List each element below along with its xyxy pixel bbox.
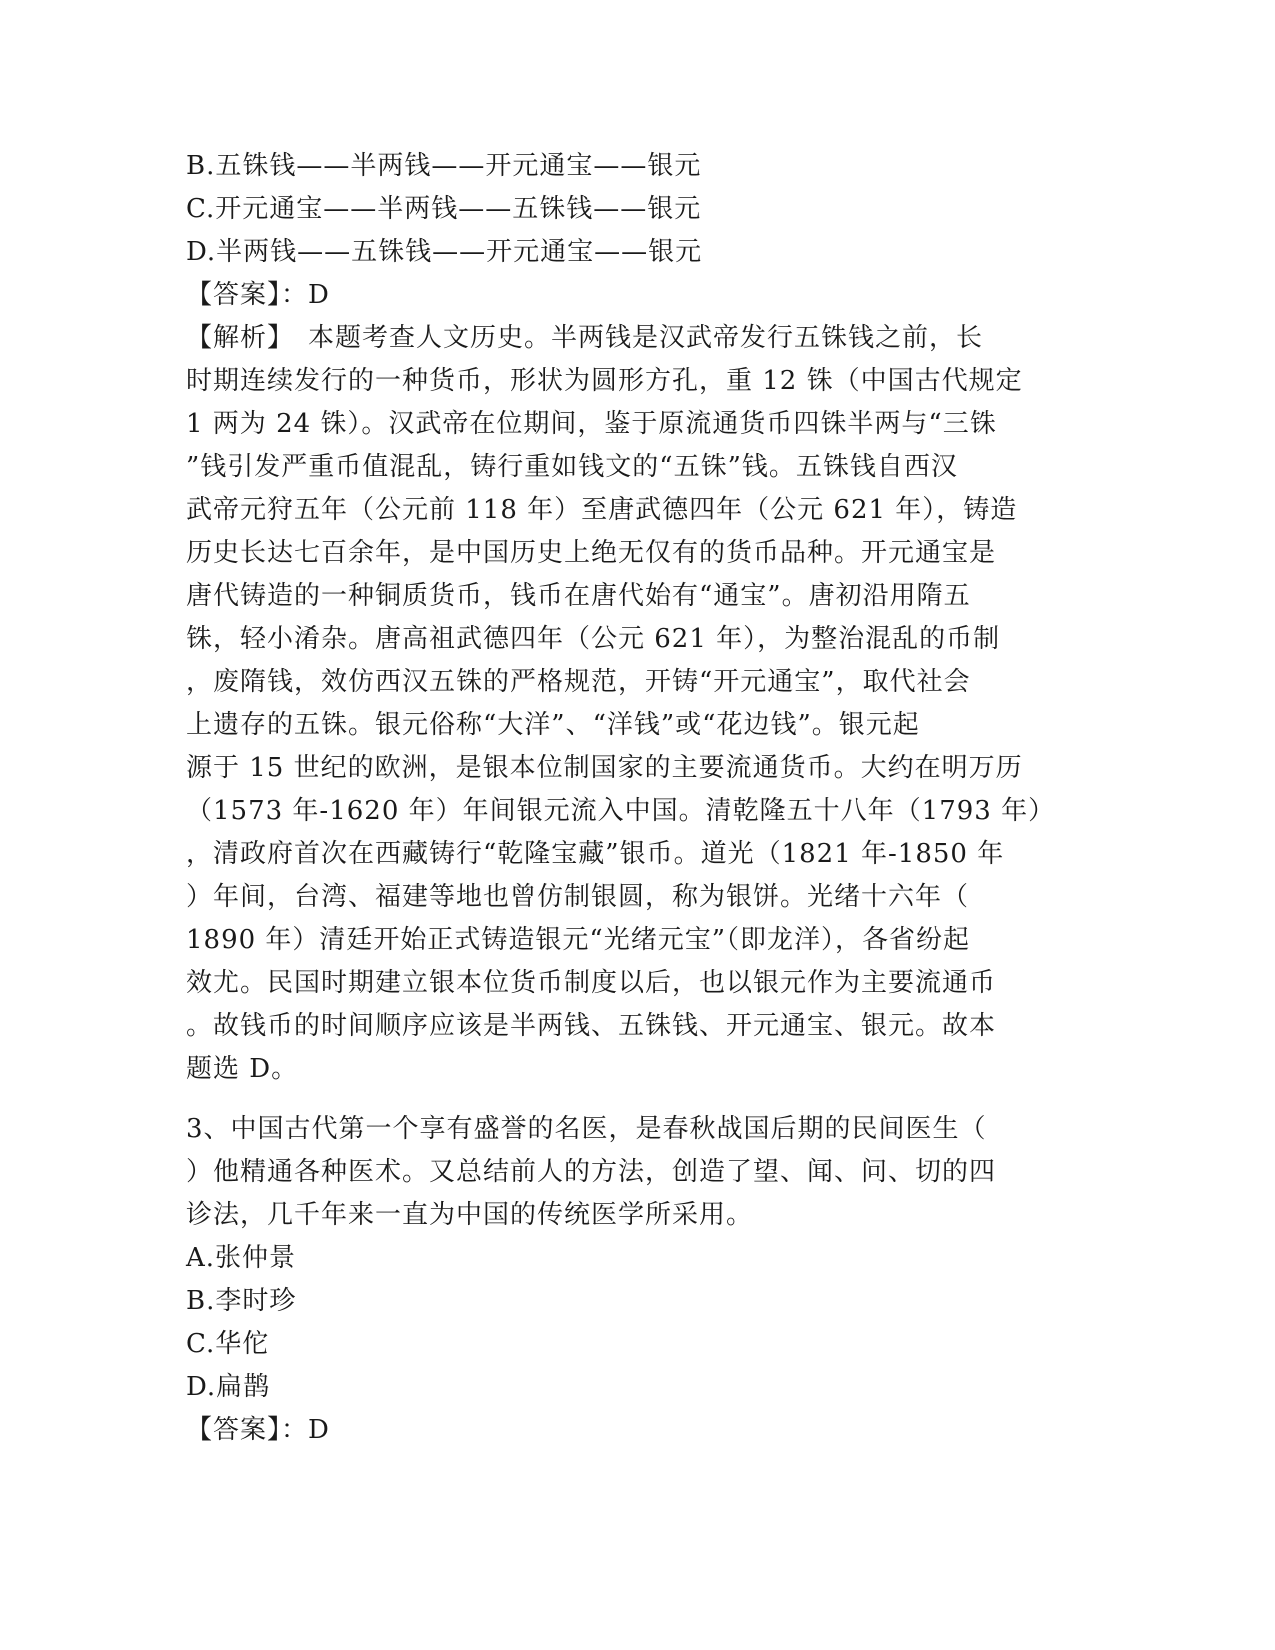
explanation-line: ，废隋钱，效仿西汉五铢的严格规范，开铸“开元通宝”，取代社会 [186, 667, 971, 697]
question-3-options [186, 1237, 1046, 1409]
option-c: C.华佗 [186, 1329, 270, 1359]
explanation-line: ，清政府首次在西藏铸行“乾隆宝藏”银币。道光（1821 年-1850 年 [186, 839, 1005, 869]
option-b: B.李时珍 [186, 1286, 297, 1316]
explanation-line: ）年间，台湾、福建等地也曾仿制银圆，称为银饼。光绪十六年（ [186, 882, 970, 912]
explanation-line: 1890 年）清廷开始正式铸造银元“光绪元宝”（即龙洋），各省纷起 [186, 925, 971, 955]
question-2-answer: 【答案】：D [186, 280, 330, 310]
option-d: D.扁鹊 [186, 1372, 271, 1402]
explanation-line: 。故钱币的时间顺序应该是半两钱、五铢钱、开元通宝、银元。故本 [186, 1011, 997, 1041]
option-d: D.半两钱——五铢钱——开元通宝——银元 [186, 237, 703, 267]
question-2-explanation [186, 317, 1056, 1091]
option-b: B.五铢钱——半两钱——开元通宝——银元 [186, 151, 702, 181]
option-c: C.开元通宝——半两钱——五铢钱——银元 [186, 194, 702, 224]
question-2-options [186, 145, 1046, 274]
explanation-line: 唐代铸造的一种铜质货币，钱币在唐代始有“通宝”。唐初沿用隋五 [186, 581, 971, 611]
explanation-line: 上遗存的五铢。银元俗称“大洋”、“洋钱”或“花边钱”。银元起 [186, 710, 920, 740]
explanation-line: 题选 D。 [186, 1054, 299, 1084]
explanation-line: 铢，轻小淆杂。唐高祖武德四年（公元 621 年），为整治混乱的币制 [186, 624, 1001, 654]
explanation-line: 1 两为 24 铢）。汉武帝在位期间，鉴于原流通货币四铢半两与“三铢 [186, 409, 997, 439]
explanation-line: 武帝元狩五年（公元前 118 年）至唐武德四年（公元 621 年），铸造 [186, 495, 1018, 525]
question-line: 3、中国古代第一个享有盛誉的名医，是春秋战国后期的民间医生（ [186, 1114, 987, 1144]
explanation-line: ”钱引发严重币值混乱，铸行重如钱文的“五铢”钱。五铢钱自西汉 [186, 452, 958, 482]
explanation-line: 时期连续发行的一种货币，形状为圆形方孔，重 12 铢（中国古代规定 [186, 366, 1023, 396]
explanation-line: 源于 15 世纪的欧洲，是银本位制国家的主要流通货币。大约在明万历 [186, 753, 1023, 783]
option-a: A.张仲景 [186, 1243, 297, 1273]
explanation-line: 【解析】 本题考查人文历史。半两钱是汉武帝发行五铢钱之前，长 [186, 323, 984, 353]
explanation-line: 效尤。民国时期建立银本位货币制度以后，也以银元作为主要流通币 [186, 968, 997, 998]
document-content [186, 145, 1056, 1452]
explanation-line: （1573 年-1620 年）年间银元流入中国。清乾隆五十八年（1793 年） [186, 796, 1056, 826]
question-3-text [186, 1108, 1046, 1237]
question-3 [186, 1108, 1046, 1452]
section-gap [186, 1091, 1046, 1108]
explanation-line: 历史长达七百余年，是中国历史上绝无仅有的货币品种。开元通宝是 [186, 538, 997, 568]
question-line: 诊法，几千年来一直为中国的传统医学所采用。 [186, 1200, 754, 1230]
question-line: ）他精通各种医术。又总结前人的方法，创造了望、闻、问、切的四 [186, 1157, 997, 1187]
question-3-answer: 【答案】：D [186, 1415, 330, 1445]
